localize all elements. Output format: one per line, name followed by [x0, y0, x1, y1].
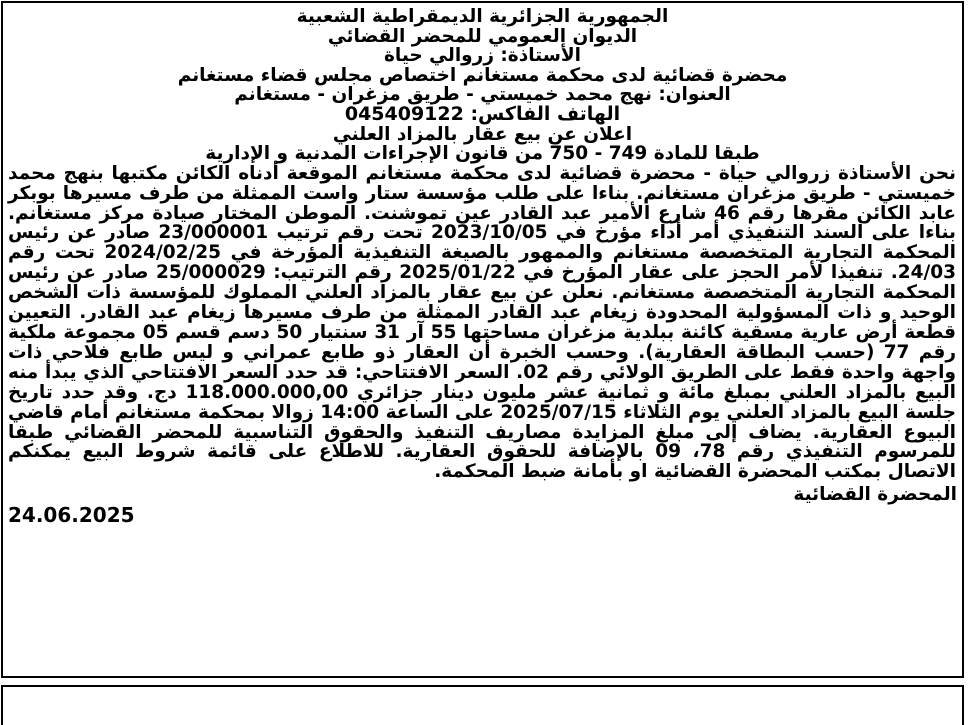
- bailiff-name: الأستاذة: زروالي حياة: [383, 45, 582, 67]
- office-address: العنوان: نهج محمد خميستي - طريق مزغران - مستغانم: [234, 84, 731, 106]
- next-notice-border: [1, 685, 964, 725]
- notice-header: [8, 7, 957, 164]
- office-title: الديوان العمومي للمحضر القضائي: [327, 25, 638, 47]
- bailiff-jurisdiction: محضرة قضائية لدى محكمة مستغانم اختصاص مجلس قضاء مستغانم: [177, 64, 788, 86]
- notice-body: نحن الأستاذة زروالي حياة - محضرة قضائية لدى محكمة مستغانم الموقعة أدناه الكائن مكتبها بنهج محمد خميستي - طريق مزغران مستغانم. بناءا على طلب مؤسسة ستار واست الممثلة من طرف مسيرها بوبكر عابد الكائن مقرها رقم 46 شارع الأمير عبد القادر عين تموشنت. الموطن المختار صيادة مركز مستغانم. بناءا على السند التنفيذي أمر أداء مؤرخ في 2023/10/05 تحت رقم ترتيب 23/000001 صادر عن رئيس المحكمة التجارية المتخصصة مستغانم والممهور بالصيغة التنفيذية المؤرخة في 2024/02/25 تحت رقم 24/03. تنفيذا لأمر الحجز على عقار المؤرخ في 2025/01/22 رقم الترتيب: 25/000029 صادر عن رئيس المحكمة التجارية المتخصصة مستغانم. نعلن عن بيع عقار بالمزاد العلني المملوك للمؤسسة ذات الشخص الوحيد و ذات المسؤولية المحدودة زيغام عبد القادر الممثلة من طرف مسيرها زيغام عبد القادر. التعيين قطعة أرض عارية مسقية كائنة ببلدية مزغران مساحتها 55 آر 31 سنتيار 50 دسم قسم 05 مجموعة ملكية رقم 77 (حسب البطاقة العقارية). وحسب الخبرة أن العقار ذو طابع عمراني و ليس طابع فلاحي ذات واجهة واحدة فقط على الطريق الولائي رقم 02. السعر الافتتاحي: قد حدد السعر الافتتاحي الذي يبدأ منه البيع بالمزاد العلني بمبلغ مائة و ثمانية عشر مليون دينار جزائري 118.000.000,00 دج. وقد حدد تاريخ جلسة البيع بالمزاد العلني يوم الثلاثاء 2025/07/15 على الساعة 14:00 زوالا بمحكمة مستغانم أمام قاضي البيوع العقارية. يضاف إلى مبلغ المزايدة مصاريف التنفيذ والحقوق التناسبية للمحضر القضائي طبقا للمرسوم التنفيذي رقم 78، 09 بالإضافة للحقوق العقارية. للاطلاع على قائمة شروط البيع يمكنكم الاتصال بمكتب المحضرة القضائية او بأمانة ضبط المحكمة.: [8, 162, 957, 483]
- notice-date: 24.06.2025: [8, 503, 135, 528]
- republic-title: الجمهورية الجزائرية الديمقراطية الشعبية: [296, 6, 669, 27]
- signature: المحضرة القضائية: [793, 484, 957, 506]
- legal-reference: طبقا للمادة 749 - 750 من قانون الإجراءات المدنية و الإدارية: [205, 143, 760, 165]
- notice-title: اعلان عن بيع عقار بالمزاد العلني: [332, 123, 633, 145]
- office-phone-fax: الهاتف الفاكس: 045409122: [344, 102, 621, 125]
- notice-footer: [8, 484, 957, 526]
- legal-notice: [1, 1, 964, 678]
